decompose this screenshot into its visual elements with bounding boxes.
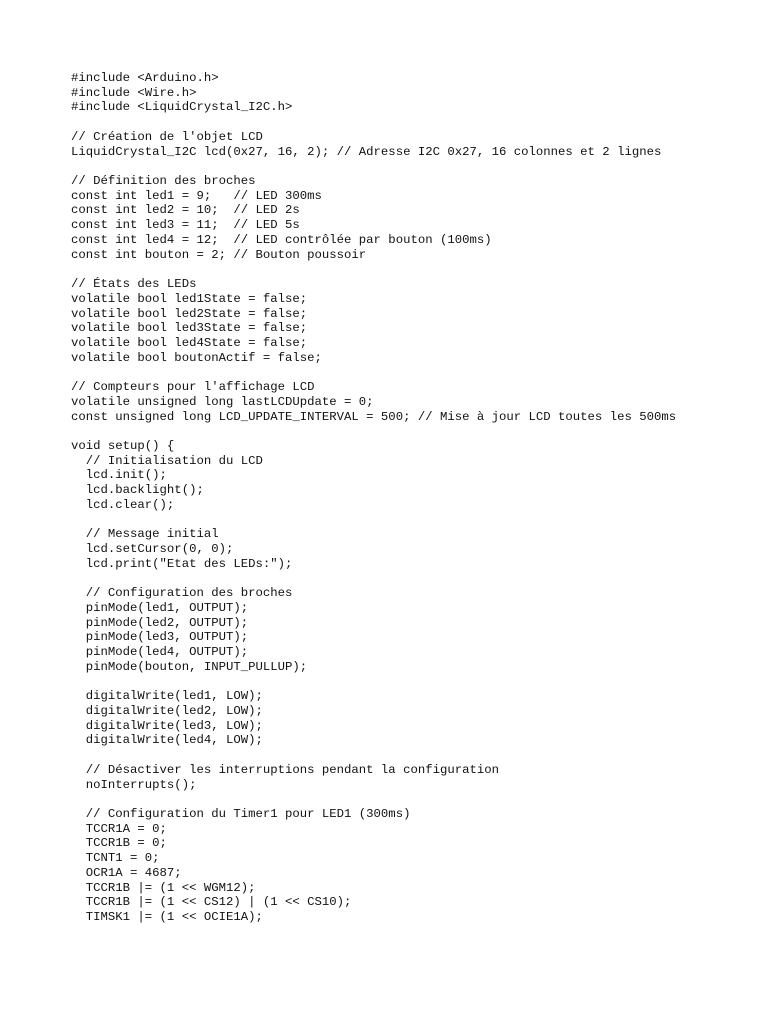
code-line: volatile bool led1State = false; — [71, 291, 308, 306]
code-line — [71, 424, 676, 439]
code-line: // Désactiver les interruptions pendant la configuration — [71, 762, 500, 777]
code-line: lcd.init(); — [71, 468, 167, 483]
code-line: const int led4 = 12; // LED contrôlée par bouton (100ms) — [71, 232, 492, 247]
code-line: lcd.setCursor(0, 0); — [71, 542, 234, 556]
code-line: TCCR1A = 0; — [71, 821, 167, 836]
code-line: const int led1 = 9; // LED 300ms — [71, 188, 322, 203]
code-line — [71, 571, 676, 586]
code-line: #include <Wire.h> — [71, 85, 197, 100]
code-line: digitalWrite(led3, LOW); — [71, 718, 263, 733]
code-line: volatile bool led3State = false; — [71, 321, 308, 336]
code-line: const unsigned long LCD_UPDATE_INTERVAL = 500; // Mise à jour LCD toutes les 500ms — [71, 409, 677, 424]
code-line: // Configuration des broches — [71, 586, 293, 601]
code-line: pinMode(led4, OUTPUT); — [71, 645, 249, 660]
code-line: noInterrupts(); — [71, 777, 197, 792]
code-line: const int bouton = 2; // Bouton poussoir — [71, 247, 367, 262]
code-line: OCR1A = 4687; — [71, 865, 182, 880]
code-line: pinMode(led1, OUTPUT); — [71, 600, 249, 615]
code-line — [71, 748, 676, 763]
code-line: TCCR1B |= (1 << WGM12); — [71, 880, 256, 895]
code-line: TCNT1 = 0; — [71, 851, 160, 866]
code-line: pinMode(bouton, INPUT_PULLUP); — [71, 659, 308, 674]
code-line — [71, 365, 676, 380]
code-line: volatile bool boutonActif = false; — [71, 350, 322, 365]
code-line: volatile unsigned long lastLCDUpdate = 0; — [71, 394, 374, 409]
code-line: void setup() { — [71, 438, 175, 453]
code-line: // Définition des broches — [71, 174, 256, 189]
code-line: TCCR1B = 0; — [71, 836, 167, 851]
code-line: lcd.backlight(); — [71, 483, 204, 498]
code-line: // Initialisation du LCD — [71, 453, 263, 468]
code-line: TIMSK1 |= (1 << OCIE1A); — [71, 909, 263, 924]
code-line: volatile bool led4State = false; — [71, 335, 308, 350]
code-line: TCCR1B |= (1 << CS12) | (1 << CS10); — [71, 895, 352, 910]
code-line: LiquidCrystal_I2C lcd(0x27, 16, 2); // Adresse I2C 0x27, 16 colonnes et 2 lignes — [71, 144, 662, 159]
code-line: lcd.print("Etat des LEDs:"); — [71, 556, 293, 571]
code-line: digitalWrite(led1, LOW); — [71, 689, 263, 704]
code-line: digitalWrite(led4, LOW); — [71, 733, 263, 748]
code-line — [71, 159, 676, 174]
code-line: // Compteurs pour l'affichage LCD — [71, 380, 315, 395]
code-line: pinMode(led3, OUTPUT); — [71, 630, 249, 645]
code-line — [71, 513, 676, 528]
code-line: pinMode(led2, OUTPUT); — [71, 615, 249, 630]
code-line — [71, 115, 676, 130]
code-line — [71, 792, 676, 807]
code-line: digitalWrite(led2, LOW); — [71, 703, 263, 718]
code-line: #include <Arduino.h> — [71, 71, 219, 85]
code-line: // Message initial — [71, 527, 219, 542]
code-line — [71, 674, 676, 689]
code-line: const int led3 = 11; // LED 5s — [71, 218, 300, 233]
code-line — [71, 262, 676, 277]
code-block — [71, 71, 676, 925]
code-line: const int led2 = 10; // LED 2s — [71, 203, 300, 218]
code-line: lcd.clear(); — [71, 497, 175, 512]
code-line: // États des LEDs — [71, 277, 197, 292]
code-line: #include <LiquidCrystal_I2C.h> — [71, 100, 293, 115]
code-line: // Configuration du Timer1 pour LED1 (300ms) — [71, 806, 411, 821]
code-line: volatile bool led2State = false; — [71, 306, 308, 321]
code-line: // Création de l'objet LCD — [71, 129, 263, 144]
